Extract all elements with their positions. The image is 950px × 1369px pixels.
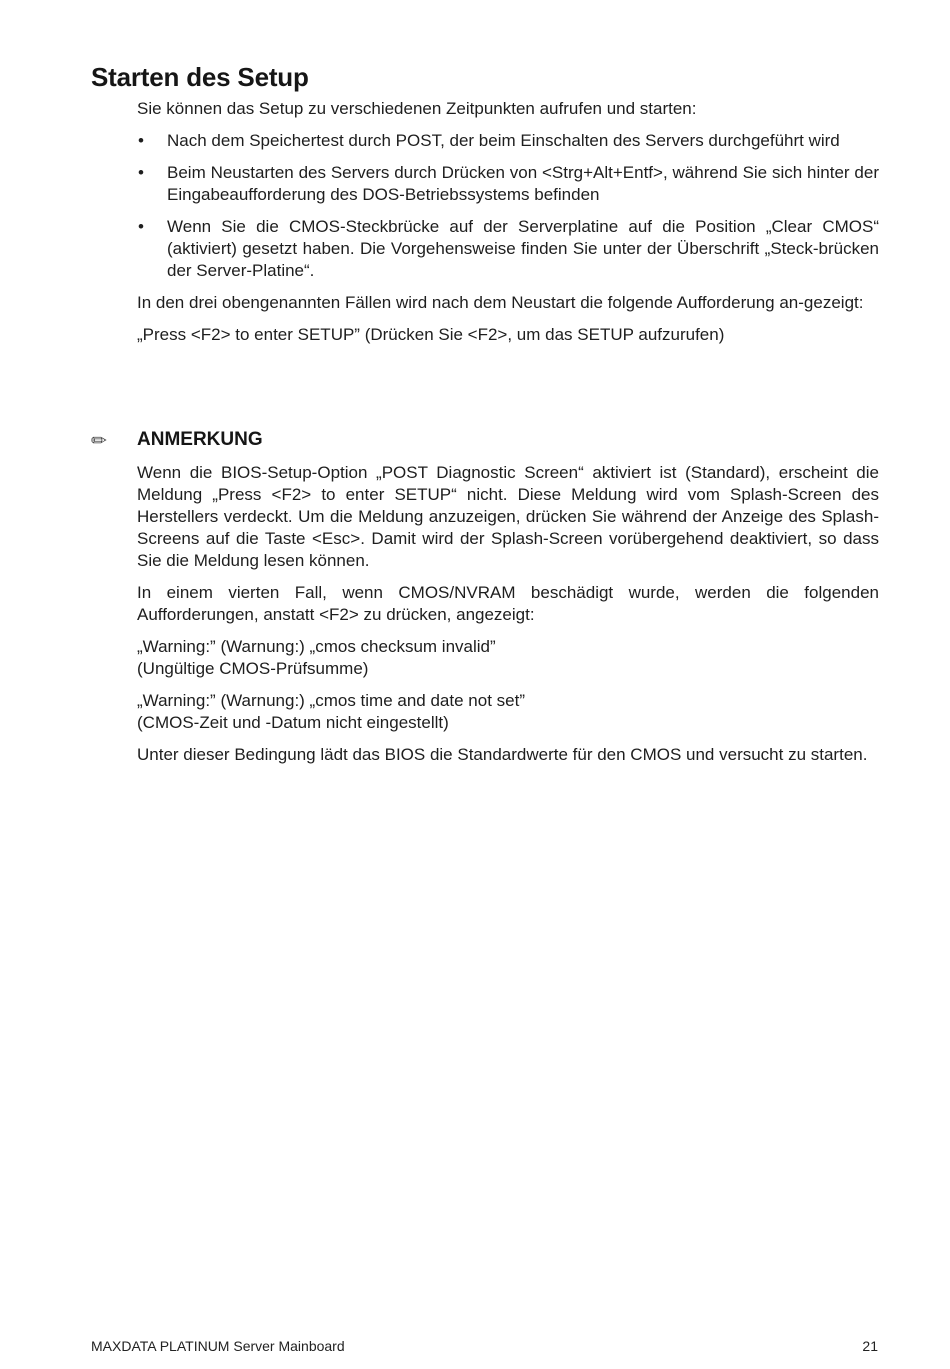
warning-translation: (CMOS-Zeit und -Datum nicht eingestellt): [137, 713, 449, 732]
list-item-text: Wenn Sie die CMOS-Steckbrücke auf der Serverplatine auf die Position „Clear CMOS“ (aktiviert) gesetzt haben. Die Vorgehensweise finden Sie unter der Überschrift „Steck-brücken der Server-Platine“.: [167, 217, 879, 280]
bullet-icon: •: [138, 217, 144, 236]
setup-trigger-list: [137, 130, 879, 282]
note-heading: [91, 429, 881, 453]
warning-translation: (Ungültige CMOS-Prüfsumme): [137, 659, 369, 678]
list-item-text: Beim Neustarten des Servers durch Drücken von <Strg+Alt+Entf>, während Sie sich hinter der Eingabeaufforderung des DOS-Betriebssystems befinden: [167, 163, 879, 204]
warning-message: [137, 690, 879, 734]
list-item: [137, 216, 879, 282]
note-label: ANMERKUNG: [137, 429, 263, 450]
list-item-text: Nach dem Speichertest durch POST, der beim Einschalten des Servers durchgeführt wird: [167, 131, 840, 150]
note-body: [137, 462, 879, 776]
page-number: 21: [862, 1338, 878, 1354]
warning-text: „Warning:” (Warnung:) „cmos time and date not set”: [137, 691, 525, 710]
bullet-icon: •: [138, 163, 144, 182]
note-paragraph: In einem vierten Fall, wenn CMOS/NVRAM beschädigt wurde, werden die folgenden Aufforderungen, anstatt <F2> zu drücken, angezeigt:: [137, 583, 879, 624]
note-paragraph: Unter dieser Bedingung lädt das BIOS die Standardwerte für den CMOS und versucht zu starten.: [137, 745, 868, 764]
after-list-paragraph: In den drei obengenannten Fällen wird nach dem Neustart die folgende Aufforderung an-gezeigt:: [137, 293, 864, 312]
warning-message: [137, 636, 879, 680]
list-item: [137, 162, 879, 206]
setup-intro-block: [137, 98, 879, 356]
footer-title: MAXDATA PLATINUM Server Mainboard: [91, 1338, 345, 1354]
intro-paragraph: Sie können das Setup zu verschiedenen Zeitpunkten aufrufen und starten:: [137, 99, 697, 118]
list-item: [137, 130, 879, 152]
pencil-icon: ✏: [91, 430, 107, 452]
note-paragraph: Wenn die BIOS-Setup-Option „POST Diagnostic Screen“ aktiviert ist (Standard), erscheint die Meldung „Press <F2> to enter SETUP“ nicht. Diese Meldung wird vom Splash-Screen des Herstellers verdeckt. Um die Meldung anzuzeigen, drücken Sie während der Anzeige des Splash-Screens auf die Taste <Esc>. Damit wird der Splash-Screen vorübergehend deaktiviert, so dass Sie die Meldung lesen können.: [137, 463, 879, 570]
section-title: Starten des Setup: [91, 62, 309, 92]
bullet-icon: •: [138, 131, 144, 150]
warning-text: „Warning:” (Warnung:) „cmos checksum invalid”: [137, 637, 496, 656]
setup-prompt-text: „Press <F2> to enter SETUP” (Drücken Sie <F2>, um das SETUP aufzurufen): [137, 325, 725, 344]
